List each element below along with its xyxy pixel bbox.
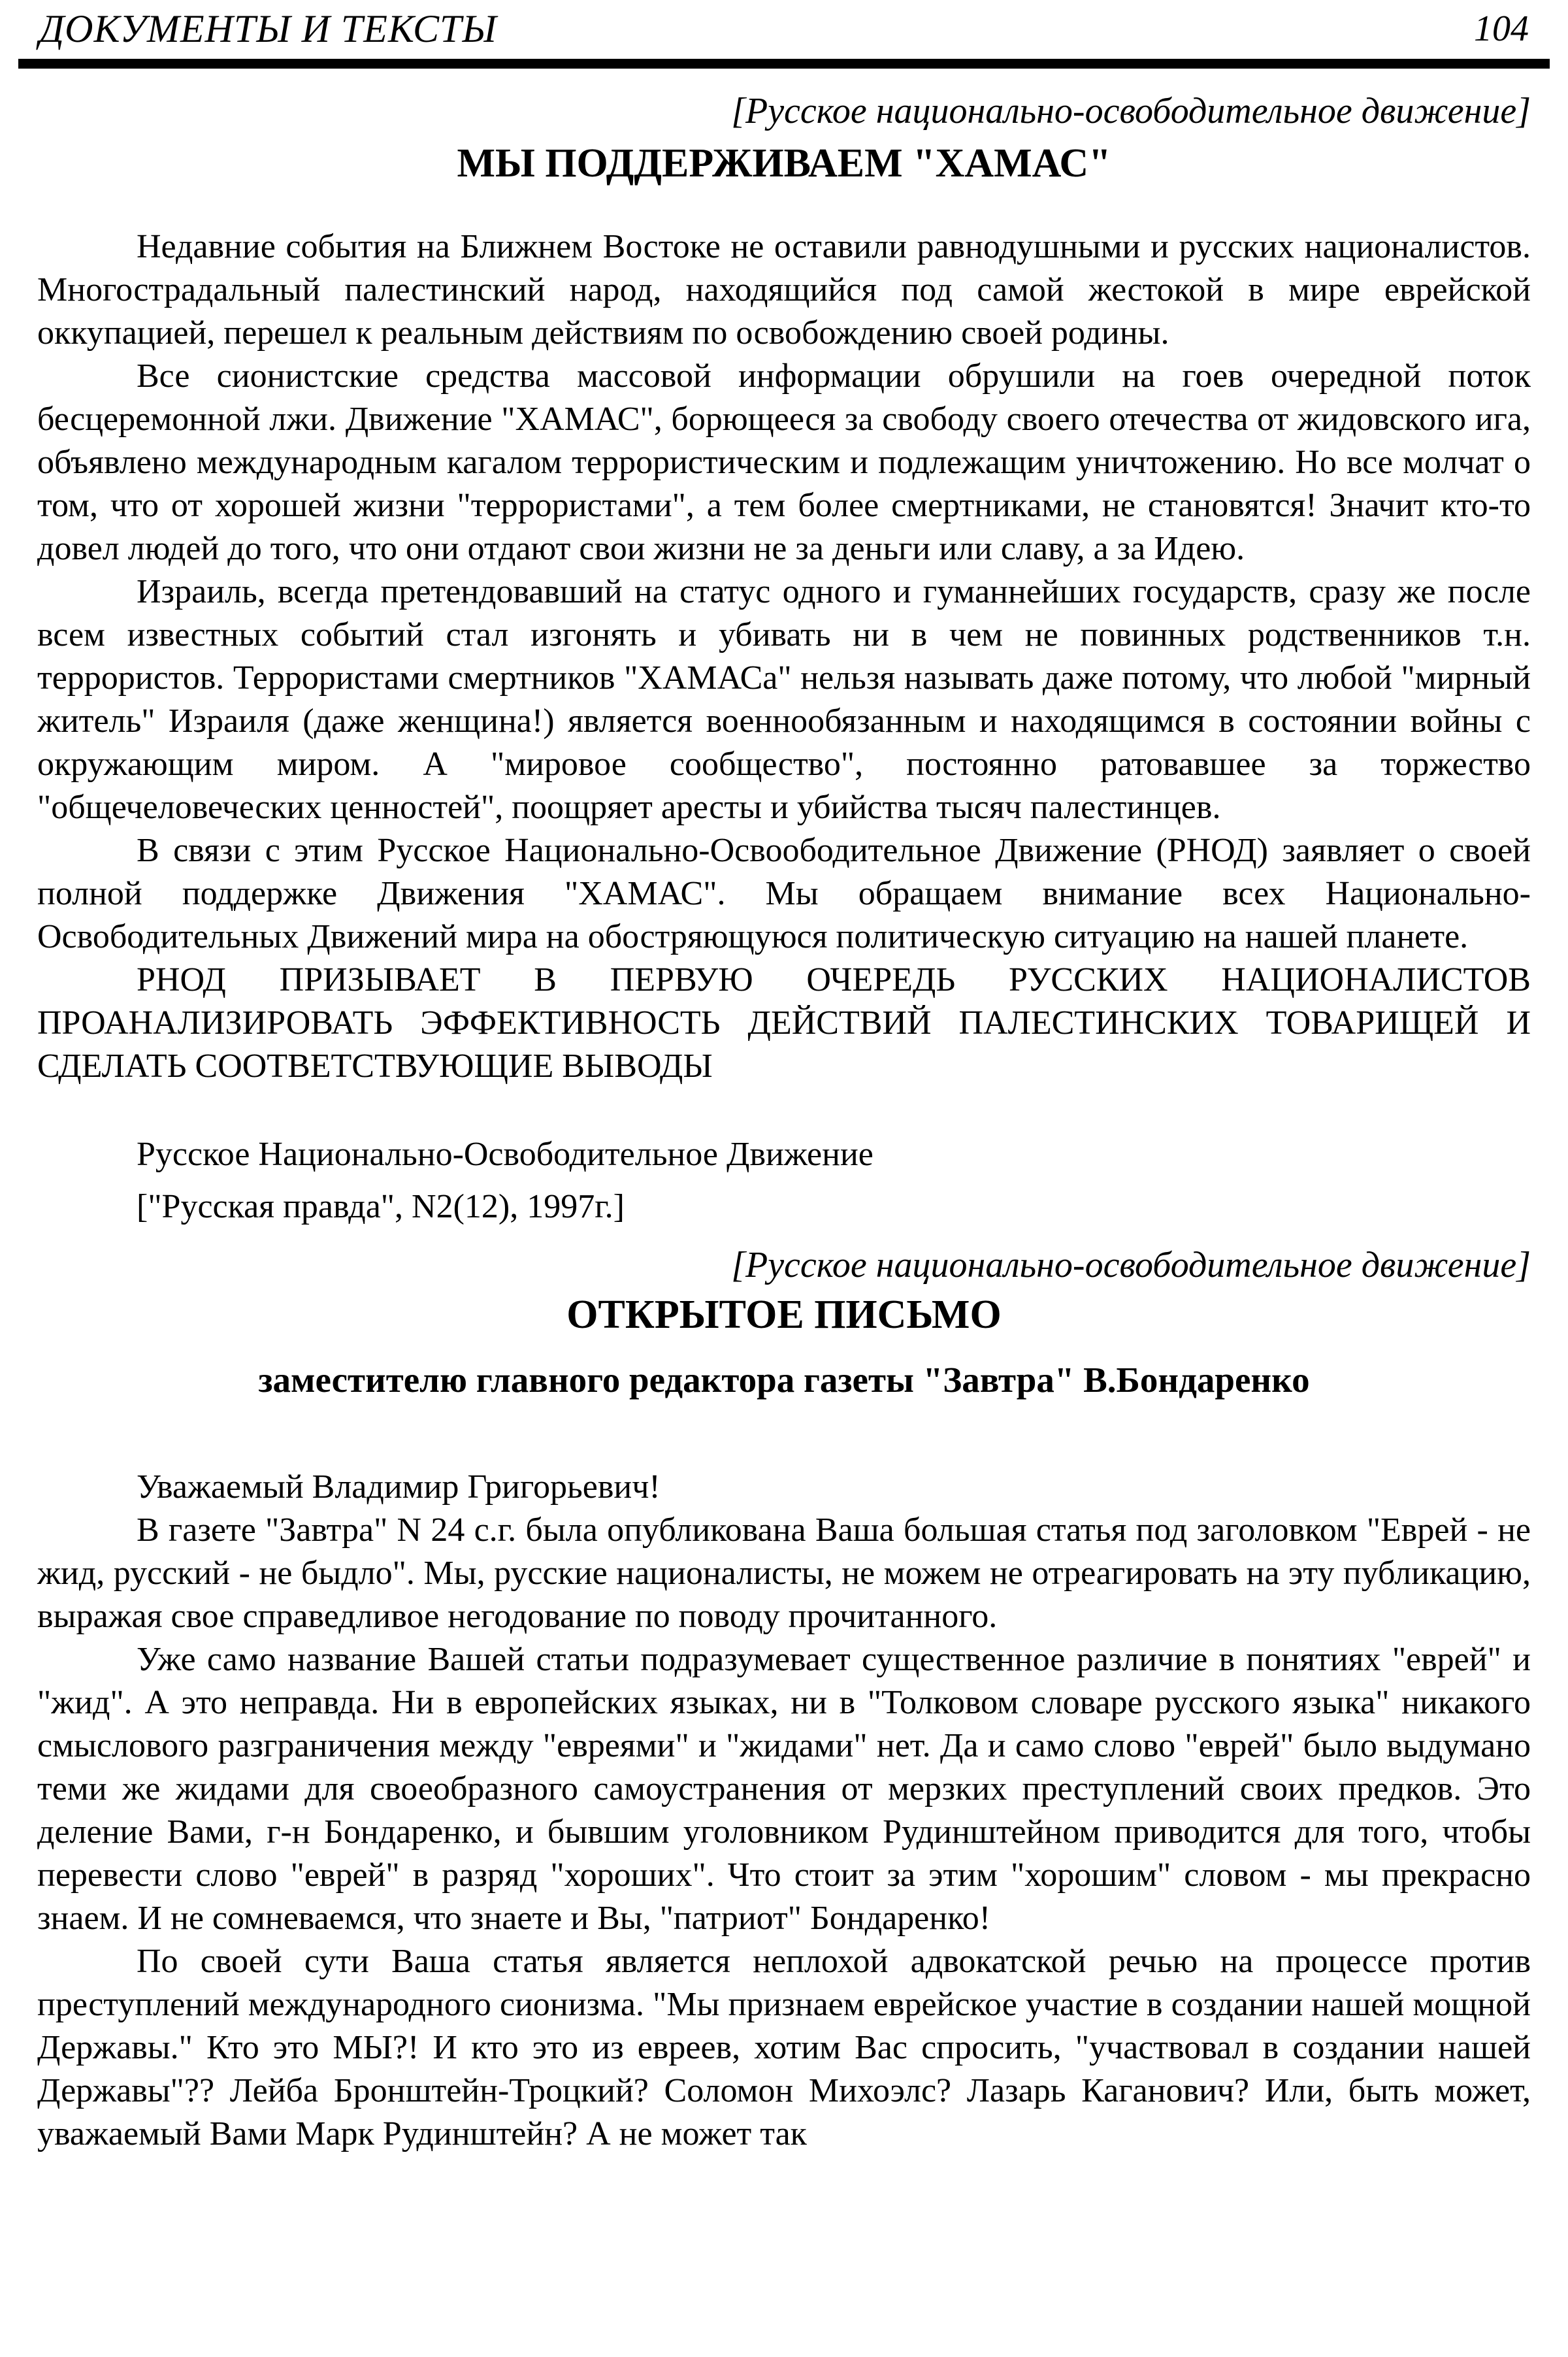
doc1-paragraph-2: Все сионистские средства массовой информации обрушили на гоев очередной поток бесцеремонной лжи. Движение "ХАМАС", борющееся за свободу своего отечества от жидовского ига, объявлено международным кагалом террористическим и подлежащим уничтожению. Но все молчат о том, что от хорошей жизни "террористами", а тем более смертниками, не становятся! Значит кто-то довел людей до того, что они отдают свои жизни не за деньги или славу, а за Идею. (37, 357, 1531, 567)
doc1-paragraph-1: Недавние события на Ближнем Востоке не оставили равнодушными и русских националистов. Многострадальный палестинский народ, находящийся под самой жестокой в мире еврейской оккупацией, перешел к реальным действиям по освобождению своей родины. (37, 228, 1531, 352)
page-header (0, 0, 1568, 52)
doc2-paragraph-1: В газете "Завтра" N 24 с.г. была опубликована Ваша большая статья под заголовком "Еврей - не жид, русский - не быдло". Мы, русские националисты, не можем не отреагировать на эту публикацию, выражая свое справедливое негодование по поводу прочитанного. (37, 1511, 1531, 1635)
signature-organization: Русское Национально-Освободительное Движение (137, 1136, 874, 1173)
doc1-paragraph-4: В связи с этим Русское Национально-Освоободительное Движение (РНОД) заявляет о своей полной поддержке Движения "ХАМАС". Мы обращаем внимание всех Национально-Освободительных Движений мира на обостряющуюся политическую ситуацию на нашей планете. (37, 832, 1531, 955)
doc2-attribution: [Русское национально-освободительное движение] (731, 1245, 1531, 1285)
running-title: ДОКУМЕНТЫ И ТЕКСТЫ (39, 7, 497, 50)
doc1-paragraph-3: Израиль, всегда претендовавший на статус одного и гуманнейших государств, сразу же после всем известных событий стал изгонять и убивать ни в чем не повинных родственников т.н. террористов. Террористами смертников "ХАМАСа" нельзя называть даже потому, что любой "мирный житель" Израиля (даже женщина!) является военнообязанным и находящимся в состоянии войны с окружающим миром. А "мировое сообщество", постоянно ратовавшее за торжество "общечеловеческих ценностей", поощряет аресты и убийства тысяч палестинцев. (37, 573, 1531, 826)
doc1-signature-block (37, 1129, 1531, 1233)
doc1-attribution: [Русское национально-освободительное движение] (731, 91, 1531, 131)
signature-source: ["Русская правда", N2(12), 1997г.] (137, 1188, 625, 1225)
header-rule (18, 59, 1550, 69)
doc2-paragraph-3: По своей сути Ваша статья является неплохой адвокатской речью на процессе против преступлений международного сионизма. "Мы признаем еврейское участие в создании нашей мощной Державы." Кто это МЫ?! И кто это из евреев, хотим Вас спросить, "участвовал в создании нашей Державы"?? Лейба Бронштейн-Троцкий? Соломон Михоэлс? Лазарь Каганович? Или, быть может, уважаемый Вами Марк Рудинштейн? А не может так (37, 1943, 1531, 2152)
doc2-paragraph-2: Уже само название Вашей статьи подразумевает существенное различие в понятиях "еврей" и "жид". А это неправда. Ни в европейских языках, ни в "Толковом словаре русского языка" никакого смыслового разграничения между "евреями" и "жидами" нет. Да и само слово "еврей" было выдумано теми же жидами для своеобразного самоустранения от мерзких преступлений своих предков. Это деление Вами, г-н Бондаренко, и бывшим уголовником Рудинштейном приводится для того, чтобы перевести слово "еврей" в разряд "хороших". Что стоит за этим "хорошим" словом - мы прекрасно знаем. И не сомневаемся, что знаете и Вы, "патриот" Бондаренко! (37, 1641, 1531, 1937)
page-number: 104 (1474, 8, 1529, 49)
doc2-salutation: Уважаемый Владимир Григорьевич! (137, 1468, 661, 1506)
doc1-call-paragraph: РНОД ПРИЗЫВАЕТ В ПЕРВУЮ ОЧЕРЕДЬ РУССКИХ НАЦИОНАЛИСТОВ ПРОАНАЛИЗИРОВАТЬ ЭФФЕКТИВНОСТЬ ДЕЙСТВИЙ ПАЛЕСТИНСКИХ ТОВАРИЩЕЙ И СДЕЛАТЬ СООТВЕТСТВУЮЩИЕ ВЫВОДЫ (37, 961, 1531, 1085)
page-content (0, 69, 1568, 2182)
doc2-subtitle: заместителю главного редактора газеты "Завтра" В.Бондаренко (258, 1360, 1310, 1400)
doc2-title: ОТКРЫТОЕ ПИСЬМО (566, 1293, 1002, 1337)
doc1-title: МЫ ПОДДЕРЖИВАЕМ "ХАМАС" (457, 141, 1111, 186)
